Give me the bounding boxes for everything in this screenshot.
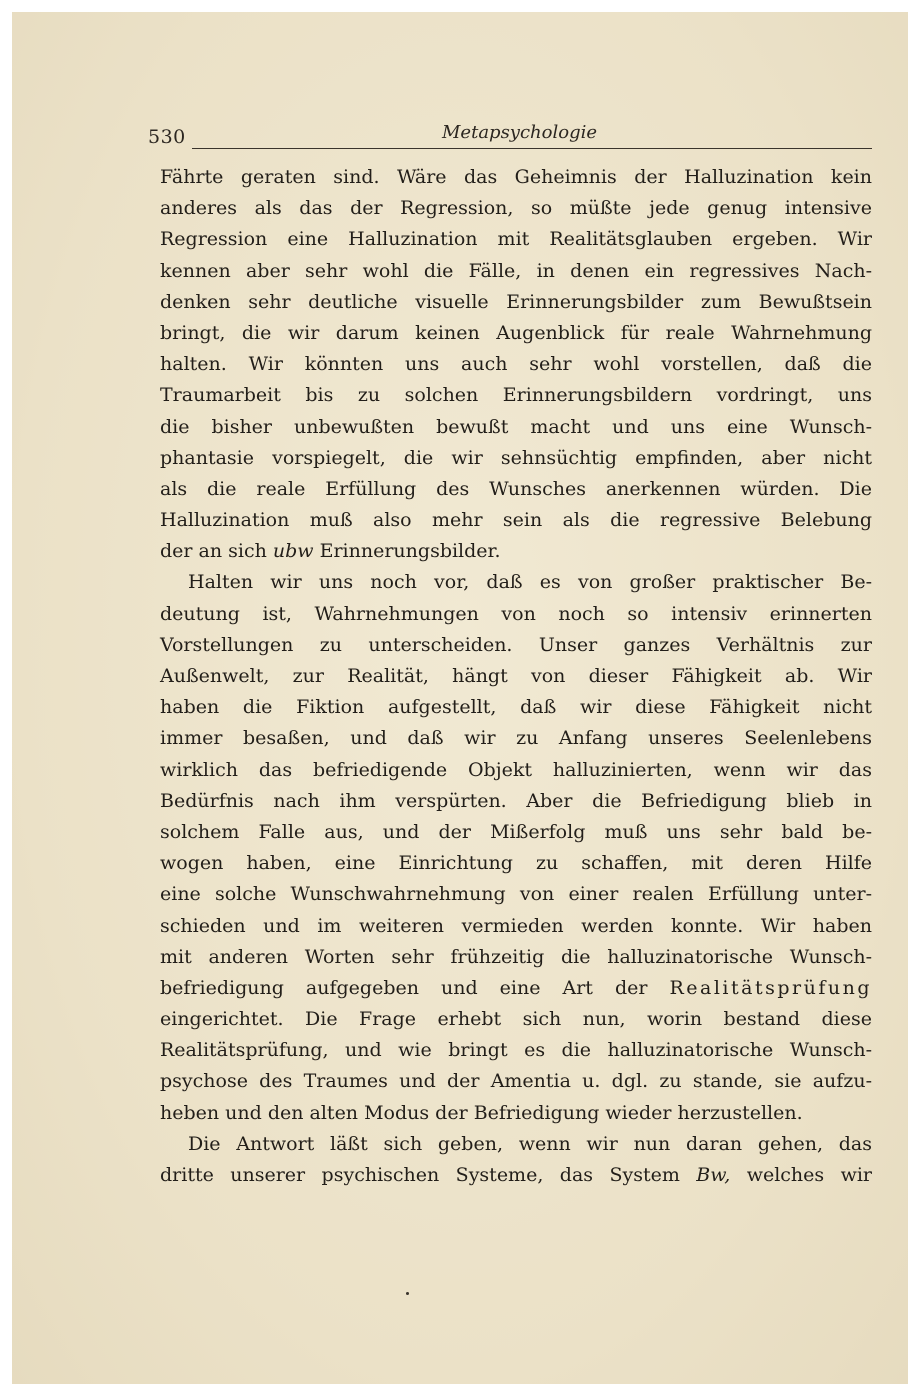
book-page [12, 12, 908, 1384]
header-rule [192, 148, 872, 149]
body-text [160, 162, 872, 1191]
text-line: psychose des Traumes und der Amentia u. dgl. zu stande, sie aufzu- [160, 1070, 872, 1093]
text-line: Die Antwort läßt sich geben, wenn wir nun daran gehen, das [188, 1132, 872, 1155]
text-line: Bedürfnis nach ihm verspürten. Aber die Befriedigung blieb in [160, 789, 872, 812]
text-segment: der an sich [160, 540, 273, 563]
text-line: Vorstellungen zu unterscheiden. Unser ganzes Verhältnis zur [160, 633, 872, 656]
text-line: als die reale Erfüllung des Wunsches anerkennen würden. Die [160, 477, 872, 500]
text-line: immer besaßen, und daß wir zu Anfang unseres Seelenlebens [160, 727, 872, 750]
text-line: Außenwelt, zur Realität, hängt von dieser Fähigkeit ab. Wir [160, 665, 872, 687]
text-segment: befriedigung aufgegeben und eine Art der [160, 976, 670, 999]
page-header [148, 118, 872, 152]
text-line: schieden und im weiteren vermieden werden konnte. Wir haben [160, 914, 872, 937]
text-line: Traumarbeit bis zu solchen Erinnerungsbildern vordringt, uns [160, 384, 872, 407]
text-line: wogen haben, eine Einrichtung zu schaffen, mit deren Hilfe [160, 852, 872, 875]
text-line: kennen aber sehr wohl die Fälle, in denen ein regressives Nach- [160, 259, 872, 282]
text-line: denken sehr deutliche visuelle Erinnerungsbilder zum Bewußtsein [160, 290, 872, 313]
text-line [160, 536, 872, 567]
text-line: mit anderen Worten sehr frühzeitig die halluzinatorische Wunsch- [160, 945, 872, 968]
spaced-term: Realitätsprüfung [669, 976, 872, 999]
text-line: halten. Wir könnten uns auch sehr wohl vorstellen, daß die [160, 353, 872, 376]
text-line [160, 1160, 872, 1191]
text-line: deutung ist, Wahrnehmungen von noch so intensiv erinnerten [160, 602, 872, 625]
text-line: haben die Fiktion aufgestellt, daß wir diese Fähigkeit nicht [160, 696, 872, 719]
text-line [160, 973, 872, 1004]
text-line: eine solche Wunschwahrnehmung von einer realen Erfüllung unter- [160, 883, 872, 906]
page-number: 530 [148, 126, 186, 148]
text-line: Halten wir uns noch vor, daß es von großer praktischer Be- [188, 571, 872, 594]
text-segment: dritte unserer psychischen Systeme, das System [160, 1164, 697, 1186]
text-segment: Erinnerungsbilder. [313, 540, 501, 563]
text-segment: welches wir [730, 1164, 872, 1186]
text-line: solchem Falle aus, und der Mißerfolg muß uns sehr bald be- [160, 820, 872, 843]
text-line: wirklich das befriedigende Objekt halluzinierten, wenn wir das [160, 758, 872, 781]
text-line: anderes als das der Regression, so müßte jede genug intensive [160, 197, 872, 220]
running-head: Metapsychologie [442, 122, 598, 143]
text-line: Halluzination muß also mehr sein als die regressive Belebung [160, 509, 872, 532]
paper-speck [406, 1292, 409, 1295]
text-line: eingerichtet. Die Frage erhebt sich nun, worin bestand diese [160, 1008, 872, 1031]
text-line: Realitätsprüfung, und wie bringt es die halluzinatorische Wunsch- [160, 1039, 872, 1062]
italic-term: ubw [272, 540, 314, 563]
text-line: Fährte geraten sind. Wäre das Geheimnis der Halluzination kein [160, 166, 872, 188]
text-line: heben und den alten Modus der Befriedigung wieder herzustellen. [160, 1101, 803, 1124]
text-line: Regression eine Halluzination mit Realitätsglauben ergeben. Wir [160, 228, 872, 251]
text-line: bringt, die wir darum keinen Augenblick für reale Wahrnehmung [160, 321, 872, 344]
text-line: phantasie vorspiegelt, die wir sehnsüchtig empfinden, aber nicht [160, 446, 872, 469]
text-line: die bisher unbewußten bewußt macht und uns eine Wunsch- [160, 415, 872, 438]
italic-term: Bw, [696, 1164, 731, 1186]
